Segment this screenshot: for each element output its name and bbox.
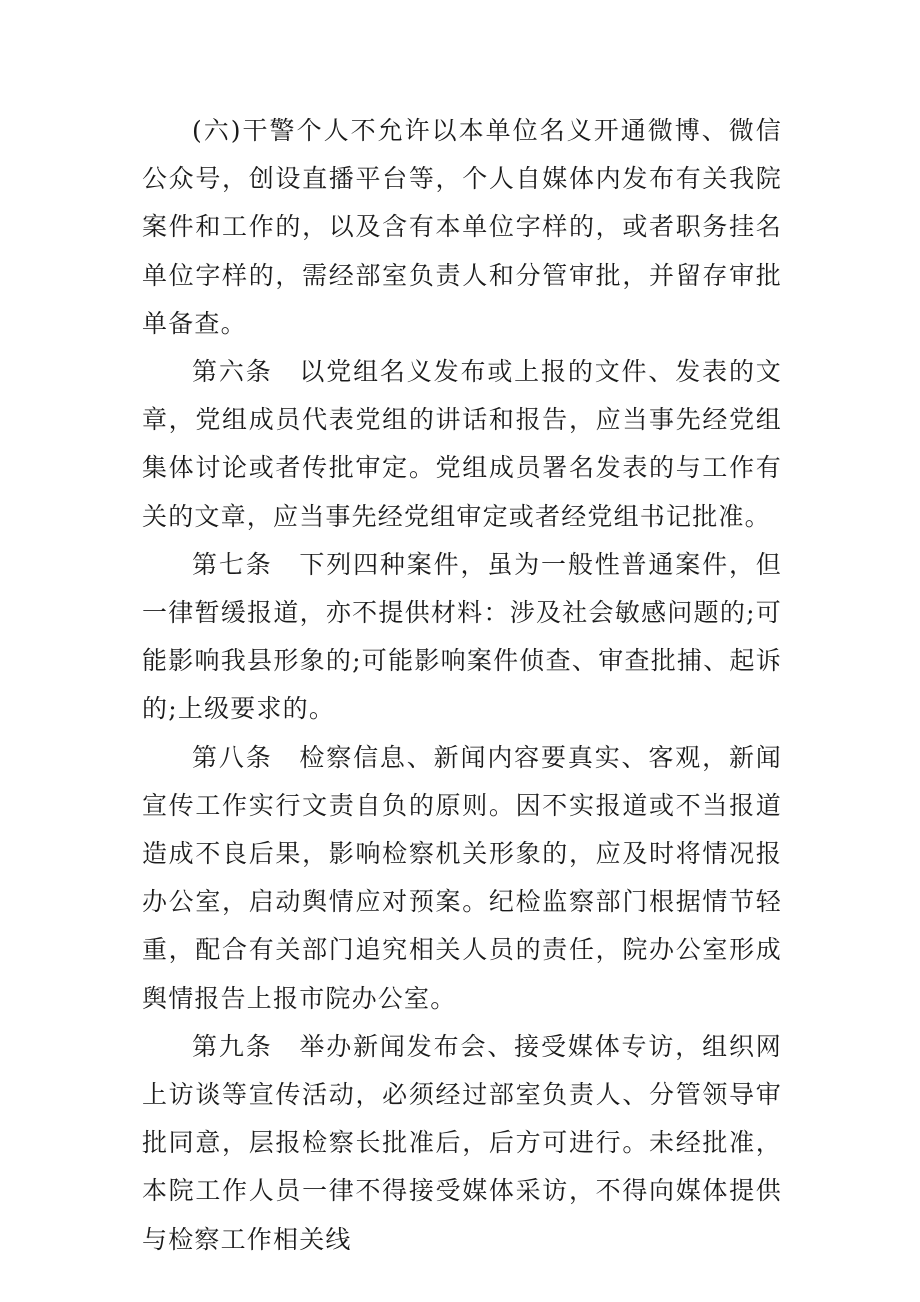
paragraph-article-6: 第六条 以党组名义发布或上报的文件、发表的文章，党组成员代表党组的讲话和报告，应当事先经党组集体讨论或者传批审定。党组成员署名发表的与工作有关的文章，应当事先经党组审定或者经党组书记批准。 [142,357,782,531]
paragraph-article-7: 第七条 下列四种案件，虽为一般性普通案件，但一律暂缓报道，亦不提供材料：涉及社会敏感问题的;可能影响我县形象的;可能影响案件侦查、审查批捕、起诉的;上级要求的。 [142,549,782,724]
paragraph-item-6-rule: (六)干警个人不允许以本单位名义开通微博、微信公众号，创设直播平台等，个人自媒体内发布有关我院案件和工作的，以及含有本单位字样的，或者职务挂名单位字样的，需经部室负责人和分管审批，并留存审批单备查。 [142,116,782,338]
document-body [142,107,782,1264]
paragraph-article-8: 第八条 检察信息、新闻内容要真实、客观，新闻宣传工作实行文责自负的原则。因不实报道或不当报道造成不良后果，影响检察机关形象的，应及时将情况报办公室，启动舆情应对预案。纪检监察部门根据情节轻重，配合有关部门追究相关人员的责任，院办公室形成舆情报告上报市院办公室。 [142,742,782,1013]
paragraph-article-9: 第九条 举办新闻发布会、接受媒体专访，组织网上访谈等宣传活动，必须经过部室负责人、分管领导审批同意，层报检察长批准后，后方可进行。未经批准，本院工作人员一律不得接受媒体采访，不得向媒体提供与检察工作相关线 [142,1031,782,1254]
